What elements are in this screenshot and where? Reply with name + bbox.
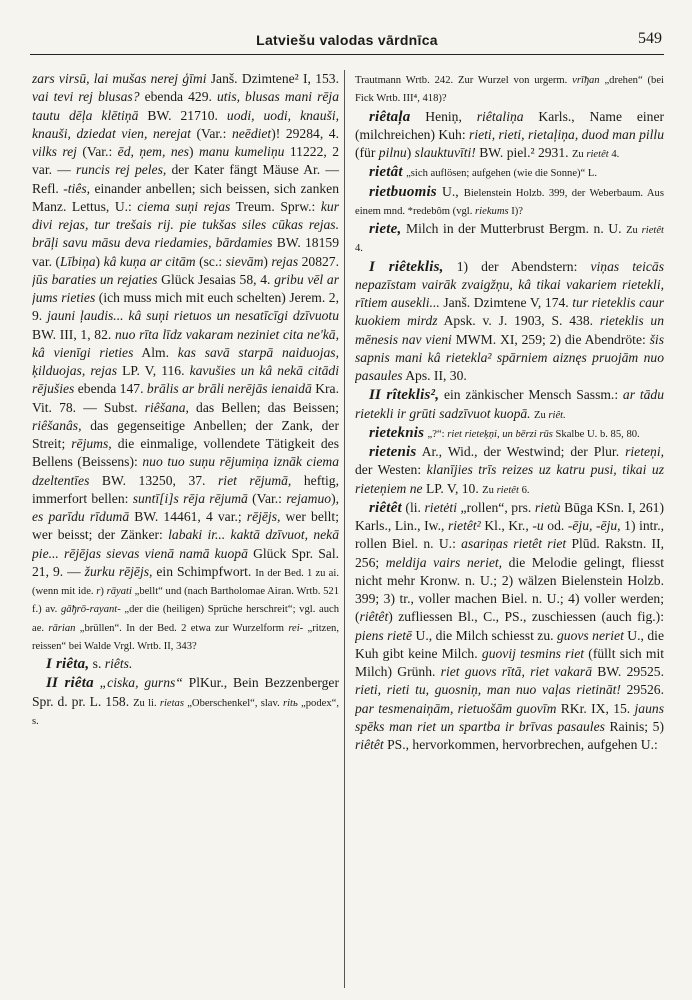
header-title: Latviešu valodas vārdnīca xyxy=(256,32,438,48)
dictionary-entry: I riêteklis, 1) der Abendstern: viņas teicās nepazīstam vairāk zvaigžņu, kâ tikai vakariem rietekli, rītiem auseklі... Janš. Dzimtene V, 174. tur rieteklis caur kuokiem mirdz Apsk. v. J. 1903, S. 438. rieteklis un mēnesis nav vieni MWM. XI, 259; 2) die Abendröte: šis sapnis mani kâ rieteklа² spārniem aiznęs pruojām nuo pasaules Aps. II, 30. xyxy=(355,258,664,383)
right-column xyxy=(355,70,664,988)
dictionary-entry: I riêta, s. riêts. xyxy=(46,656,133,672)
dictionary-entry: riêtaļa Heniņ, riêtaliņa Karls., Name einer (milchreichen) Kuh: rieti, rieti, rietaļiņa, duod man pillu (für pilnu) slauktuvīti! BW. piel.² 2931. Zu rietêt 4. xyxy=(355,108,664,160)
dictionary-entry: II riêta „ciska, gurns“ PlKur., Bein Bezzenberger Spr. d. pr. L. 158. Zu li. rietas „Oberschenkel“, slav. ritь „podex“, s. xyxy=(32,675,339,727)
dictionary-entry: rieteknis „?“: riet rieteķņi, un bērzi rūs Skalbe U. b. 85, 80. xyxy=(369,424,640,441)
left-column xyxy=(32,70,339,988)
running-header xyxy=(30,26,664,55)
entry-continuation: Trautmann Wrtb. 242. Zur Wurzel von urgerm. vrīђan „drehen“ (bei Fick Wrtb. III⁴, 418)? xyxy=(355,75,664,105)
page-number: 549 xyxy=(638,30,662,47)
dictionary-entry: rietbuomis U., Bielenstein Holzb. 399, der Weberbaum. Aus einem mnd. *redebôm (vgl. riekums I)? xyxy=(355,183,664,217)
dictionary-entry: riete, Milch in der Mutterbrust Bergm. n. U. Zu rietêt 4. xyxy=(355,221,664,255)
dictionary-entry: riêtêt (li. rietėti „rollen“, prs. rietù Būga KSn. I, 261) Karls., Lin., Iw., rietêt² Kl., Kr., -u od. -ēju, -ēju, 1) intr., rollen Biel. n. U.: asariņas rietêt riet Plūd. Rakstn. II, 256; meldija vairs neriet, die Melodie gelingt, fliesst nicht mehr Kronw. n. U.; 2) wälzen Bielenstein Holzb. 399; 3) tr., voller machen Biel. n. U.; 4) voller werden; (riêtêt) zufliessen Bl., C., PS., zuschiessen (auch fig.): piens rietē U., die Milch schiesst zu. guovs neriet U., die Kuh gibt keine Milch. guoviј tesmins riet (füllt sich mit Milch) Grünh. riet guovs rītā, riet vakarā BW. 29525. rieti, rieti tu, guosniņ, man nuo vaļas rietināt! 29526. par tesmenaiņām, rietuošām guovīm RKr. IX, 15. jauns spēks man riet un spartba ir brīvas pasaules Rainis; 5) riêtêt PS., hervorkommen, hervorbrechen, aufgehen U.: xyxy=(355,499,664,752)
dictionary-entry: II rîteklis², ein zänkischer Mensch Sassm.: ar tādu rietekli ir grūti sadzīvuot kuopā. Zu riêt. xyxy=(355,387,664,421)
entry-continuation: zars virsū, lai mušas nerej ģīmi Janš. Dzimtene² I, 153. vai tevi rej blusas? ebenda 429. utis, blusas mani rēja tautu dēļa klētiņā BW. 21710. uodi, uodi, knauši, knauši, dziedat vien, nerejat (Var.: neēdiet)! 29284, 4. vilks rej (Var.: ēd, ņem, nes) manu kumeliņu 11222, 2 var. — runcis rej peles, der Kater fängt Mäuse Ar. — Refl. -tiês, einander anbellen; sich beissen, sich zanken Manz. Lettus, U.: ciema suņi rejas Treum. Sprw.: kur divi rejas, tur trešais rij. pie tukšas siles cūkas rejas. brāļi savu māsu deva riedamies, bārdamies BW. 18159 var. (Lībiņa) kâ kuņa ar citām (sc.: sievām) rejas 20827. jūs baraties un rejaties Glück Jesaias 58, 4. gribu vēl ar jums rieties (ich muss mich mit euch schelten) Jerem. 2, 9. jauni ļaudis... kâ suņi rietuos un nesatīcīgi dzīvuotu BW. III, 1, 82. nuo rīta līdz vakaram neziniet cita ne'kā, kâ vienīgi rieties Alm. kas savā starpā naiduojas, ķilduojas, rejas LP. V, 116. kavušies un kâ nekā citādi rējušies ebenda 147. brālis ar brāli nerējās ienaidā Kra. Vit. 78. — Subst. riêšana, das Bellen; das Beissen; riêšanâs, das gegenseitige Anbellen; der Zank, der Streit; rējums, die einmalige, vollendete Tätigkeit des Bellens (Beissens): nuo tuo suņu rējumiņa iznāk ciema dzeltentīes BW. 13250, 37. riet rējumā, heftig, immerfort bellen: suntī[i]s rēja rējumā (Var.: rejamuo), es parīdu rīdumā BW. 14461, 4 var.; rējējs, wer bellt; wer beisst; der Zänker: labaki ir... kaktā dzīvuot, nekā pie... rējējas sievas vienā namā kuopā Glück Spr. Sal. 21, 9. — žurku rējējs, ein Schimpfwort. In der Bed. 1 zu ai. (wenn mit ide. r) rāyati „bellt“ und (nach Bartholomae Airan. Wrtb. 521 f.) av. gāђrō-rayant- „der die (heiligen) Sprüche herschreit“; vgl. auch ae. rārian „brüllen“. In der Bed. 2 etwa zur Wurzelform rei- „ritzen, reissen“ bei Walde Vrgl. Wrtb. II, 343? xyxy=(32,71,339,652)
dictionary-entry: rietenis Ar., Wid., der Westwind; der Plur. rieteņi, der Westen: klanījies trīs reizes uz katru pusi, tikai uz rieteņiem ne LP. V, 10. Zu rietêt 6. xyxy=(355,444,664,496)
dictionary-entry: rietât „sich auflösen; aufgehen (wie die Sonne)“ L. xyxy=(369,164,598,181)
column-divider xyxy=(344,70,345,988)
